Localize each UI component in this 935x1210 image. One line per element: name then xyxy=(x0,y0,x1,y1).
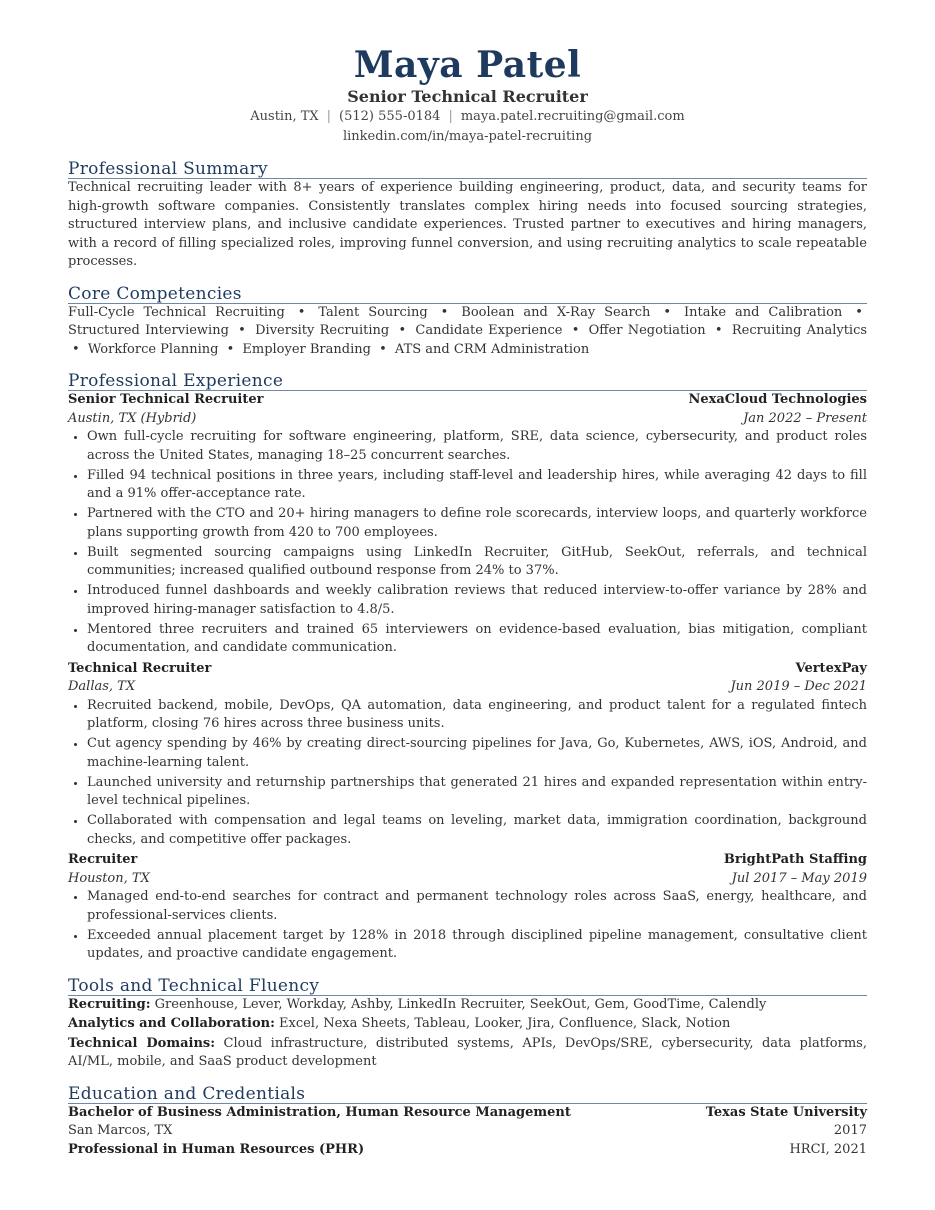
competency-item: Candidate Experience xyxy=(415,323,563,338)
competency-item: Structured Interviewing xyxy=(68,323,229,338)
job-bullet: • Managed end-to-end searches for contract and permanent technology roles across SaaS, energy, healthcare, and professional-services clients. xyxy=(87,888,867,925)
contact-location: Austin, TX xyxy=(250,109,319,124)
summary-section xyxy=(68,160,867,272)
school-location: San Marcos, TX xyxy=(68,1123,173,1138)
competency-separator: • xyxy=(855,304,863,320)
competency-separator: • xyxy=(663,304,672,320)
job-dates: Jul 2017 – May 2019 xyxy=(731,870,867,886)
competency-separator: • xyxy=(714,323,723,338)
competency-item: Boolean and X-Ray Search xyxy=(461,304,651,320)
competency-item: Workforce Planning xyxy=(87,341,219,357)
job-title-row xyxy=(68,660,867,679)
competency-item: Intake and Calibration xyxy=(683,304,843,320)
job-bullet: • Exceeded annual placement target by 128% in 2018 through disciplined pipeline management, consultative client updates, and proactive candidate engagement. xyxy=(87,927,867,964)
tool-line xyxy=(68,996,867,1015)
job-role: Senior Technical Recruiter xyxy=(68,392,264,407)
competency-separator: • xyxy=(571,323,580,338)
job-location: Austin, TX (Hybrid) xyxy=(68,410,197,426)
contact-phone: (512) 555-0184 xyxy=(339,109,441,124)
tool-value: Cloud infrastructure, distributed systems, APIs, DevOps/SRE, cybersecurity, data platforms, AI/ML, mobile, and SaaS product development xyxy=(68,1035,867,1069)
job-bullets xyxy=(68,697,867,850)
credential: Professional in Human Resources (PHR) xyxy=(68,1141,365,1157)
job-entry xyxy=(68,851,867,964)
job-entry xyxy=(68,660,867,850)
tools-list xyxy=(68,996,867,1072)
tool-value: Greenhouse, Lever, Workday, Ashby, LinkedIn Recruiter, SeekOut, Gem, GoodTime, Calendly xyxy=(154,996,767,1012)
job-company: BrightPath Staffing xyxy=(723,852,867,867)
competency-item: Employer Branding xyxy=(242,341,371,357)
tool-line xyxy=(68,1035,867,1072)
competency-item: Offer Negotiation xyxy=(588,323,706,338)
job-bullet: • Launched university and returnship partnerships that generated 21 hires and expanded representation within entry-level technical pipelines. xyxy=(87,774,867,811)
credential-row xyxy=(68,1141,867,1160)
competency-item: Recruiting Analytics xyxy=(731,323,868,338)
job-dates: Jan 2022 – Present xyxy=(743,410,867,426)
resume-header xyxy=(68,43,867,147)
experience-section xyxy=(68,372,867,964)
competency-separator: • xyxy=(398,323,407,338)
job-bullet: • Own full-cycle recruiting for software engineering, platform, SRE, data science, cybersecurity, and product roles across the United States, managing 18–25 concurrent searches. xyxy=(87,428,867,465)
competency-separator: • xyxy=(379,341,387,357)
job-role: Recruiter xyxy=(68,852,138,867)
credential-issuer: HRCI, 2021 xyxy=(789,1141,867,1157)
section-heading: Tools and Technical Fluency xyxy=(68,977,867,996)
school: Texas State University xyxy=(705,1104,867,1120)
contact-line xyxy=(68,107,867,127)
candidate-title: Senior Technical Recruiter xyxy=(347,87,588,106)
graduation-year: 2017 xyxy=(833,1123,867,1138)
section-heading: Professional Summary xyxy=(68,160,867,179)
job-location: Dallas, TX xyxy=(68,679,136,694)
jobs-list xyxy=(68,391,867,964)
tool-label: Analytics and Collaboration: xyxy=(68,1016,275,1031)
competencies-list xyxy=(68,304,867,360)
candidate-name: Maya Patel xyxy=(353,44,582,86)
education-detail-row xyxy=(68,1122,867,1141)
tool-label: Recruiting: xyxy=(68,996,151,1012)
competency-separator: • xyxy=(297,304,306,320)
job-bullet: • Introduced funnel dashboards and weekly calibration reviews that reduced interview-to-offer variance by 28% and improved hiring-manager satisfaction to 4.8/5. xyxy=(87,582,867,619)
job-bullet: • Partnered with the CTO and 20+ hiring managers to define role scorecards, interview loops, and quarterly workforce plans supporting growth from 420 to 700 employees. xyxy=(87,505,867,542)
section-heading: Professional Experience xyxy=(68,372,867,391)
degree: Bachelor of Business Administration, Human Resource Management xyxy=(68,1104,571,1120)
competency-separator: • xyxy=(72,341,80,357)
tool-label: Technical Domains: xyxy=(68,1035,216,1051)
competency-item: ATS and CRM Administration xyxy=(394,341,590,357)
job-company: NexaCloud Technologies xyxy=(688,392,867,407)
job-role: Technical Recruiter xyxy=(68,660,212,676)
job-bullets xyxy=(68,428,867,658)
competency-item: Full-Cycle Technical Recruiting xyxy=(68,304,285,320)
competencies-section xyxy=(68,285,867,360)
contact-email[interactable]: maya.patel.recruiting@gmail.com xyxy=(460,109,685,124)
competency-separator: • xyxy=(226,341,235,357)
competency-separator: • xyxy=(440,304,449,320)
job-meta-row xyxy=(68,870,867,889)
job-dates: Jun 2019 – Dec 2021 xyxy=(730,679,867,694)
competency-item: Talent Sourcing xyxy=(318,304,428,320)
job-bullet: • Built segmented sourcing campaigns using LinkedIn Recruiter, GitHub, SeekOut, referrals, and technical communities; increased qualified outbound response from 24% to 37%. xyxy=(87,544,867,581)
competency-item: Diversity Recruiting xyxy=(255,323,390,338)
education-row xyxy=(68,1104,867,1123)
job-bullet: • Cut agency spending by 46% by creating direct-sourcing pipelines for Java, Go, Kubernetes, AWS, iOS, Android, and machine-learning talent. xyxy=(87,735,867,772)
tools-section xyxy=(68,977,867,1072)
job-meta-row xyxy=(68,678,867,697)
contact-separator: | xyxy=(326,109,332,124)
resume-page xyxy=(68,0,867,1159)
tool-value: Excel, Nexa Sheets, Tableau, Looker, Jira, Confluence, Slack, Notion xyxy=(279,1016,731,1031)
job-location: Houston, TX xyxy=(68,870,150,886)
job-bullet: • Mentored three recruiters and trained 65 interviewers on evidence-based evaluation, bias mitigation, compliant documentation, and candidate communication. xyxy=(87,621,867,658)
summary-text: Technical recruiting leader with 8+ years of experience building engineering, product, data, and security teams for high-growth software companies. Consistently translates complex hiring needs into focused sourcing strategies, structured interview plans, and inclusive candidate experiences. Trusted partner to executives and hiring managers, with a record of filling specialized roles, improving funnel conversion, and using recruiting analytics to scale repeatable processes. xyxy=(68,180,867,269)
competency-separator: • xyxy=(238,323,246,338)
section-heading: Core Competencies xyxy=(68,285,867,304)
job-title-row xyxy=(68,391,867,410)
section-heading: Education and Credentials xyxy=(68,1085,867,1104)
tool-line xyxy=(68,1015,867,1034)
contact-linkedin[interactable]: linkedin.com/in/maya-patel-recruiting xyxy=(342,129,593,144)
job-bullet: • Collaborated with compensation and legal teams on leveling, market data, immigration coordination, background checks, and competitive offer packages. xyxy=(87,812,867,849)
contact-separator: | xyxy=(448,109,453,124)
job-meta-row xyxy=(68,410,867,429)
job-company: VertexPay xyxy=(795,660,867,676)
job-bullet: • Filled 94 technical positions in three years, including staff-level and leadership hires, while averaging 42 days to fill and a 91% offer-acceptance rate. xyxy=(87,467,867,504)
education-section xyxy=(68,1085,867,1160)
job-bullet: • Recruited backend, mobile, DevOps, QA automation, data engineering, and product talent for a regulated fintech platform, closing 76 hires across three business units. xyxy=(87,697,867,734)
job-bullets xyxy=(68,888,867,964)
job-entry xyxy=(68,391,867,658)
job-title-row xyxy=(68,851,867,870)
